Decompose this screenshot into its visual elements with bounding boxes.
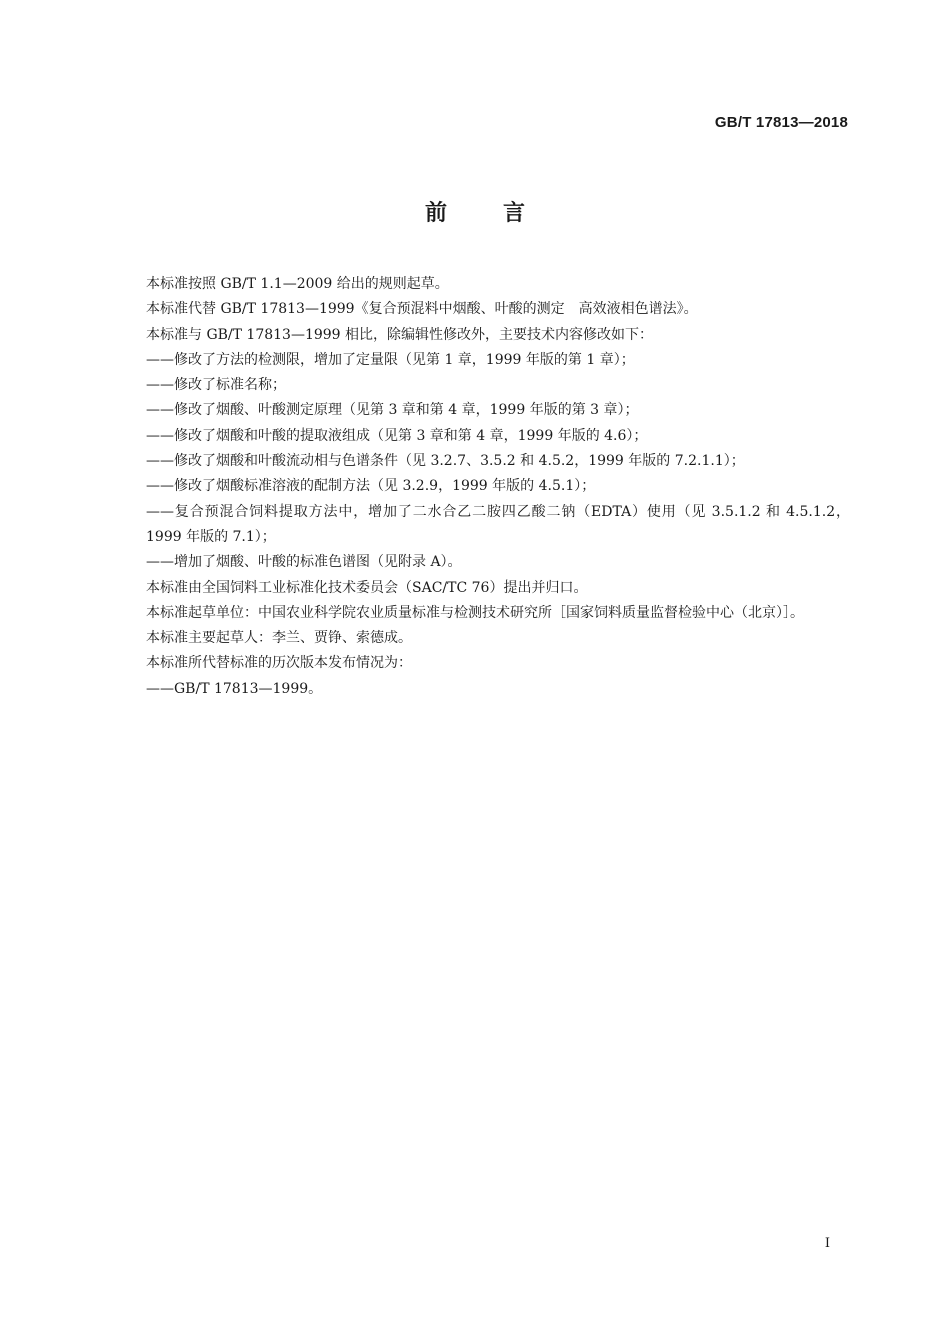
change-item: ——复合预混合饲料提取方法中，增加了二水合乙二胺四乙酸二钠（EDTA）使用（见 3.5.1.2 和 4.5.1.2，1999 年版的 7.1）； <box>146 503 850 545</box>
change-item: ——修改了烟酸标准溶液的配制方法（见 3.2.9，1999 年版的 4.5.1）； <box>146 478 596 495</box>
foreword-body <box>116 272 850 702</box>
change-item: ——修改了烟酸和叶酸流动相与色谱条件（见 3.2.7、3.5.2 和 4.5.2，1999 年版的 7.2.1.1）； <box>146 453 745 470</box>
standard-code: GB/T 17813—2018 <box>714 114 848 131</box>
paragraph-history-intro: 本标准所代替标准的历次版本发布情况为： <box>146 655 412 672</box>
paragraph-proposed-by: 本标准由全国饲料工业标准化技术委员会（SAC/TC 76）提出并归口。 <box>146 579 588 596</box>
page-title: 前言 <box>424 201 581 226</box>
paragraph-drafting-unit: 本标准起草单位：中国农业科学院农业质量标准与检测技术研究所［国家饲料质量监督检验中心（北京）］。 <box>146 604 804 621</box>
history-item: ——GB/T 17813—1999。 <box>146 680 323 697</box>
change-item: ——修改了烟酸和叶酸的提取液组成（见第 3 章和第 4 章，1999 年版的 4.6）； <box>146 427 648 444</box>
page-number: I <box>824 1236 830 1251</box>
change-item: ——修改了标准名称； <box>146 377 286 394</box>
paragraph-changes-intro: 本标准与 GB/T 17813—1999 相比，除编辑性修改外，主要技术内容修改如下： <box>146 326 654 343</box>
paragraph-drafters: 本标准主要起草人：李兰、贾铮、索德成。 <box>146 630 412 647</box>
change-item: ——修改了烟酸、叶酸测定原理（见第 3 章和第 4 章，1999 年版的第 3 章）； <box>146 402 639 419</box>
change-item: ——修改了方法的检测限，增加了定量限（见第 1 章，1999 年版的第 1 章）； <box>146 351 635 368</box>
change-item: ——增加了烟酸、叶酸的标准色谱图（见附录 A）。 <box>146 554 462 571</box>
paragraph-replaces: 本标准代替 GB/T 17813—1999《复合预混料中烟酸、叶酸的测定 高效液相色谱法》。 <box>146 301 698 318</box>
paragraph-drafting-rules: 本标准按照 GB/T 1.1—2009 给出的规则起草。 <box>146 276 449 292</box>
